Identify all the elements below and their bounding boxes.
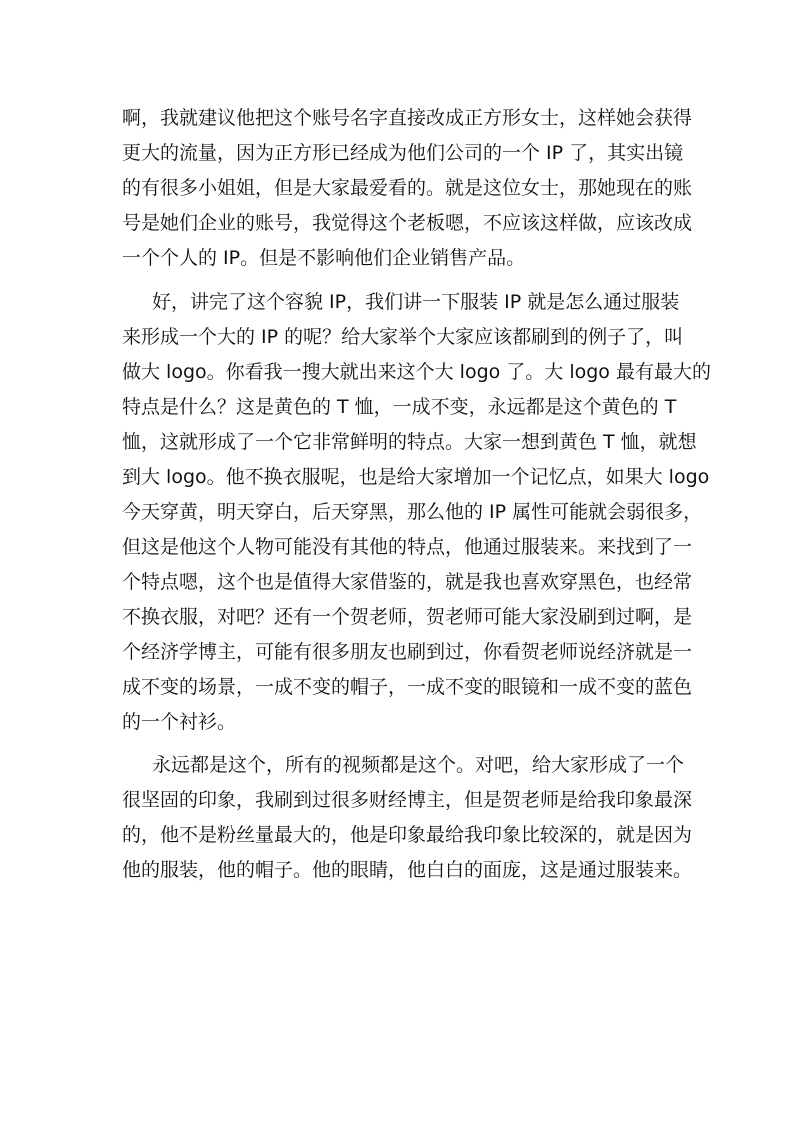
text-line: 啊，我就建议他把这个账号名字直接改成正方形女士，这样她会获得 <box>122 107 693 129</box>
text-line: 恤，这就形成了一个它非常鲜明的特点。大家一想到黄色 T 恤，就想 <box>122 431 697 453</box>
text-line: 个经济学博主，可能有很多朋友也刷到过，你看贺老师说经济就是一 <box>122 641 693 663</box>
paragraph-2 <box>122 285 711 740</box>
text-line: 永远都是这个，所有的视频都是这个。对吧，给大家形成了一个 <box>152 754 685 776</box>
paragraph-1 <box>122 101 693 276</box>
text-line: 到大 logo。他不换衣服呢，也是给大家增加一个记忆点，如果大 logo <box>122 466 710 488</box>
text-line: 的，他不是粉丝量最大的，他是印象最给我印象比较深的，就是因为 <box>122 824 693 846</box>
text-line: 个特点嗯，这个也是值得大家借鉴的，就是我也喜欢穿黑色，也经常 <box>122 571 693 593</box>
text-line: 今天穿黄，明天穿白，后天穿黑，那么他的 IP 属性可能就会弱很多， <box>122 501 703 523</box>
text-line: 好，讲完了这个容貌 IP，我们讲一下服装 IP 就是怎么通过服装 <box>152 291 680 313</box>
text-line: 做大 logo。你看我一搜大就出来这个大 logo 了。大 logo 最有最大的 <box>122 361 711 383</box>
text-line: 他的服装，他的帽子。他的眼睛，他白白的面庞，这是通过服装来。 <box>122 859 693 881</box>
text-line: 不换衣服，对吧？还有一个贺老师，贺老师可能大家没刷到过啊，是 <box>122 606 693 628</box>
text-line: 的有很多小姐姐，但是大家最爱看的。就是这位女士，那她现在的账 <box>122 177 693 199</box>
paragraph-3 <box>122 748 693 888</box>
document-body <box>122 101 711 888</box>
text-line: 一个个人的 IP。但是不影响他们企业销售产品。 <box>122 247 526 269</box>
text-line: 更大的流量，因为正方形已经成为他们公司的一个 IP 了，其实出镜 <box>122 142 684 164</box>
text-line: 但这是他这个人物可能没有其他的特点，他通过服装来。来找到了一 <box>122 536 693 558</box>
text-line: 号是她们企业的账号，我觉得这个老板嗯，不应该这样做，应该改成 <box>122 212 693 234</box>
text-line: 很坚固的印象，我刷到过很多财经博主，但是贺老师是给我印象最深 <box>122 789 693 811</box>
text-line: 来形成一个大的 IP 的呢？给大家举个大家应该都刷到的例子了，叫 <box>122 326 684 348</box>
text-line: 成不变的场景，一成不变的帽子，一成不变的眼镜和一成不变的蓝色 <box>122 676 693 698</box>
text-line: 的一个衬衫。 <box>122 711 237 733</box>
text-line: 特点是什么？这是黄色的 T 恤，一成不变，永远都是这个黄色的 T <box>122 396 677 418</box>
